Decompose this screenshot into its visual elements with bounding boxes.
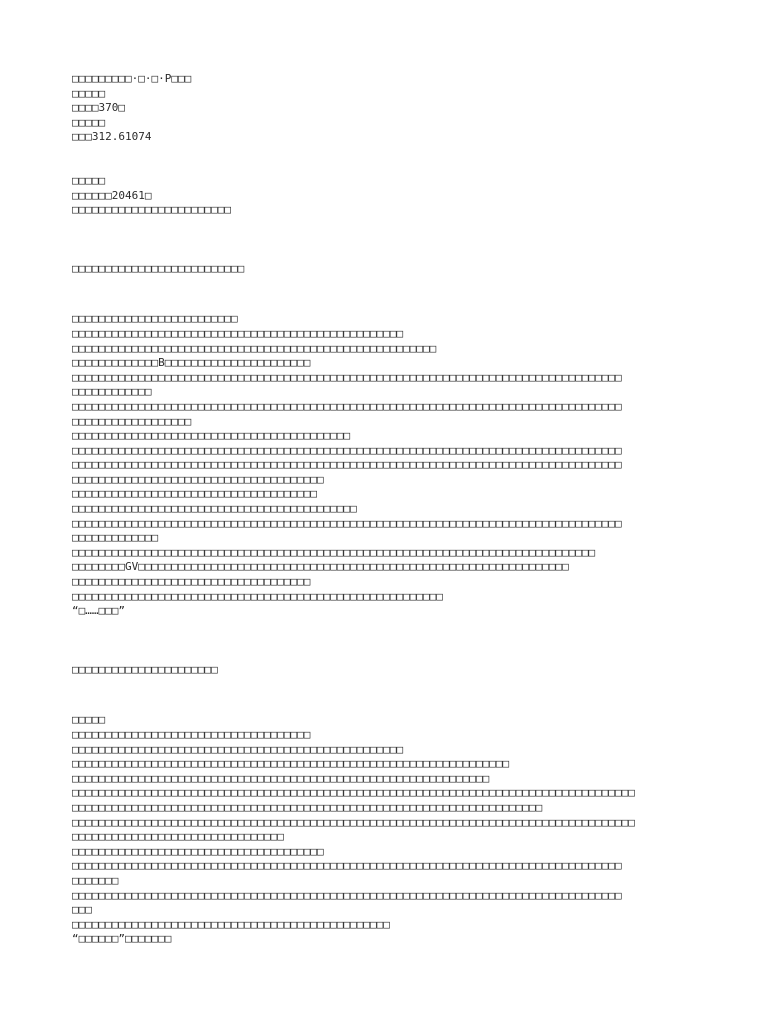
body-line: □□□□□□□□□□□□□□□□□□□□□□□□□□□□□□□□□□□□ [72,575,311,589]
meta-line: □□□□□ [72,115,106,129]
body-line: □□□□□□□□□□□□□□□□□□□□□□□□□□□□□□□□□□□□□□□□□□□□□□□□□□□□□□□□□□□□□□□□□□□□□□□□□□□□□□□□□□□ [72,370,622,384]
meta-line: □□□□□□□□□·□·□·P□□□ [72,72,192,85]
meta-line: □□□312.61074 [72,130,152,144]
body-line: □□□□□□□ [72,873,119,887]
body-line: □□□□□□□□□□□□□□□□□□□□□□□□□□□□□□□□ [72,830,284,844]
body-line: □□□□□□□□□□□□□□□□□□□□□□□□□□□□□□□□□□□□□□□□□□□□□□□□□□□□□□□□□□□□□□□□□□□□□□□□□□□□□□□□□□□□□ [72,786,635,800]
body-line: □□□□□□□□□□□□□□□□□□□□□□□□□□□□□□□□□□□□□□□□□□ [72,429,351,443]
quote-line: “□……□□□” [72,604,125,618]
body-line: □□□□□□□□□□□□□□□□□□□□□□□□□□□□□□□□□□□□□□□□□□□□□□□□□□□□□□□□□□□□□□□□□□□□□□□□□□□□□□□□□□□ [72,399,622,413]
body-line: □□□□□□□□□□□□□□□□□□□□□□□□□□□□□□□□□□□□□□□□□□□□□□□□□□□□□□□□□□□□□□□□□□□□□□□□□□□□□□□□□□□ [72,516,622,530]
meta-line: □□□□□ [72,173,106,187]
body-line: □□□□□□□□□□□□□□□□□□□□□□□□□□□□□□□□□□□□□□□□□□□□□□□□□□□□□□□□□□□□□□□□□□□□□□□ [72,800,543,814]
metadata-block-2 [72,174,712,218]
body-line: □□□□□□□□□□□□□□□□□□□□□□□□□□□□□□□□□□□□□□ [72,844,324,858]
body-line: □□□□□□□□□□□□□□□□□□□□□□□□□□□□□□□□□□□□□□□□□□□□□□□□ [72,917,390,931]
body-line: □□□□□□□□□□□□□□□□□□□□□□□□□□□□□□□□□□□□□□□□□□□□□□□□□□ [72,742,404,756]
body-line: □□□□□□□□□□□□□□□□□□□□□□□□□□□□□□□□□□□□□□□□□□□□□□□□□□□□□□□ [72,341,437,355]
body-line: □□□□□□□□GV□□□□□□□□□□□□□□□□□□□□□□□□□□□□□□□□□□□□□□□□□□□□□□□□□□□□□□□□□□□□□□□□□ [72,560,569,574]
body-line: □□□□□□□□□□□□□B□□□□□□□□□□□□□□□□□□□□□□ [72,356,311,370]
body-line: □□□□□□□□□□□□□□□□□□□□□□□□□□□□□□□□□□□□□□□□□□□□□□□□□□□□□□□□□□□□□□□□□□□□□□□□□□□□□□□□□□□ [72,859,622,873]
body-line: □□□□□□□□□□□□□□□□□□□□□□□□□□□□□□□□□□□□□ [72,487,318,501]
metadata-block [72,72,712,145]
body-line: □□□ [72,903,92,917]
body-line: □□□□□□□□□□□□□□□□□□□□□□□□□□□□□□□□□□□□□□□□□□□□□□□□□□□□□□□□□□□□□□□□□□□□□□□□□□□□□□□□□□□ [72,458,622,472]
body-line: □□□□□□□□□□□□□ [72,531,159,545]
section-body [72,312,712,618]
body-line: □□□□□□□□□□□□ [72,385,152,399]
meta-line: □□□□370□ [72,101,125,115]
section-body [72,713,712,947]
meta-line: □□□□□ [72,86,106,100]
body-line: □□□□□ [72,713,106,727]
body-line: □□□□□□□□□□□□□□□□□□□□□□□□□□□□□□□□□□□□□□□□□□□□□□□□□□□□□□□□□□□□□□□□□□□□□□□□□□□□□□□□□□□ [72,888,622,902]
body-line: □□□□□□□□□□□□□□□□□□□□□□□□□□□□□□□□□□□□□□□□□□□□□□□□□□□□□□□□□□□□□□□ [72,771,490,785]
document-page [72,72,712,947]
quote-line: “□□□□□□”□□□□□□□ [72,932,172,946]
body-line: □□□□□□□□□□□□□□□□□□□□□□□□□ [72,312,238,326]
section-heading: □□□□□□□□□□□□□□□□□□□□□□□□□□ [72,261,245,275]
body-line: □□□□□□□□□□□□□□□□□□□□□□□□□□□□□□□□□□□□ [72,728,311,741]
body-line: □□□□□□□□□□□□□□□□□□□□□□□□□□□□□□□□□□□□□□□□□□□□□□□□□□□□□□□□□□□□□□□□□□□□□□□□□□□□□□□□□□□□□ [72,815,635,829]
body-line: □□□□□□□□□□□□□□□□□□□□□□□□□□□□□□□□□□□□□□□□□□□□□□□□□□□□□□□□ [72,589,443,603]
body-line: □□□□□□□□□□□□□□□□□□□□□□□□□□□□□□□□□□□□□□□□□□□□□□□□□□□□□□□□□□□□□□□□□□□□□□□□□□□□□□□ [72,545,596,559]
body-line: □□□□□□□□□□□□□□□□□□□□□□□□□□□□□□□□□□□□□□□□□□□□□□□□□□□□□□□□□□□□□□□□□□ [72,757,510,771]
meta-line: □□□□□□□□□□□□□□□□□□□□□□□□ [72,203,231,217]
body-line: □□□□□□□□□□□□□□□□□□ [72,414,192,428]
body-line: □□□□□□□□□□□□□□□□□□□□□□□□□□□□□□□□□□□□□□□□□□□□□□□□□□ [72,326,404,340]
section-heading: □□□□□□□□□□□□□□□□□□□□□□ [72,662,218,676]
body-line: □□□□□□□□□□□□□□□□□□□□□□□□□□□□□□□□□□□□□□ [72,472,324,486]
meta-line: □□□□□□20461□ [72,188,152,202]
body-line: □□□□□□□□□□□□□□□□□□□□□□□□□□□□□□□□□□□□□□□□□□□□□□□□□□□□□□□□□□□□□□□□□□□□□□□□□□□□□□□□□□□ [72,443,622,457]
body-line: □□□□□□□□□□□□□□□□□□□□□□□□□□□□□□□□□□□□□□□□□□□ [72,502,357,516]
